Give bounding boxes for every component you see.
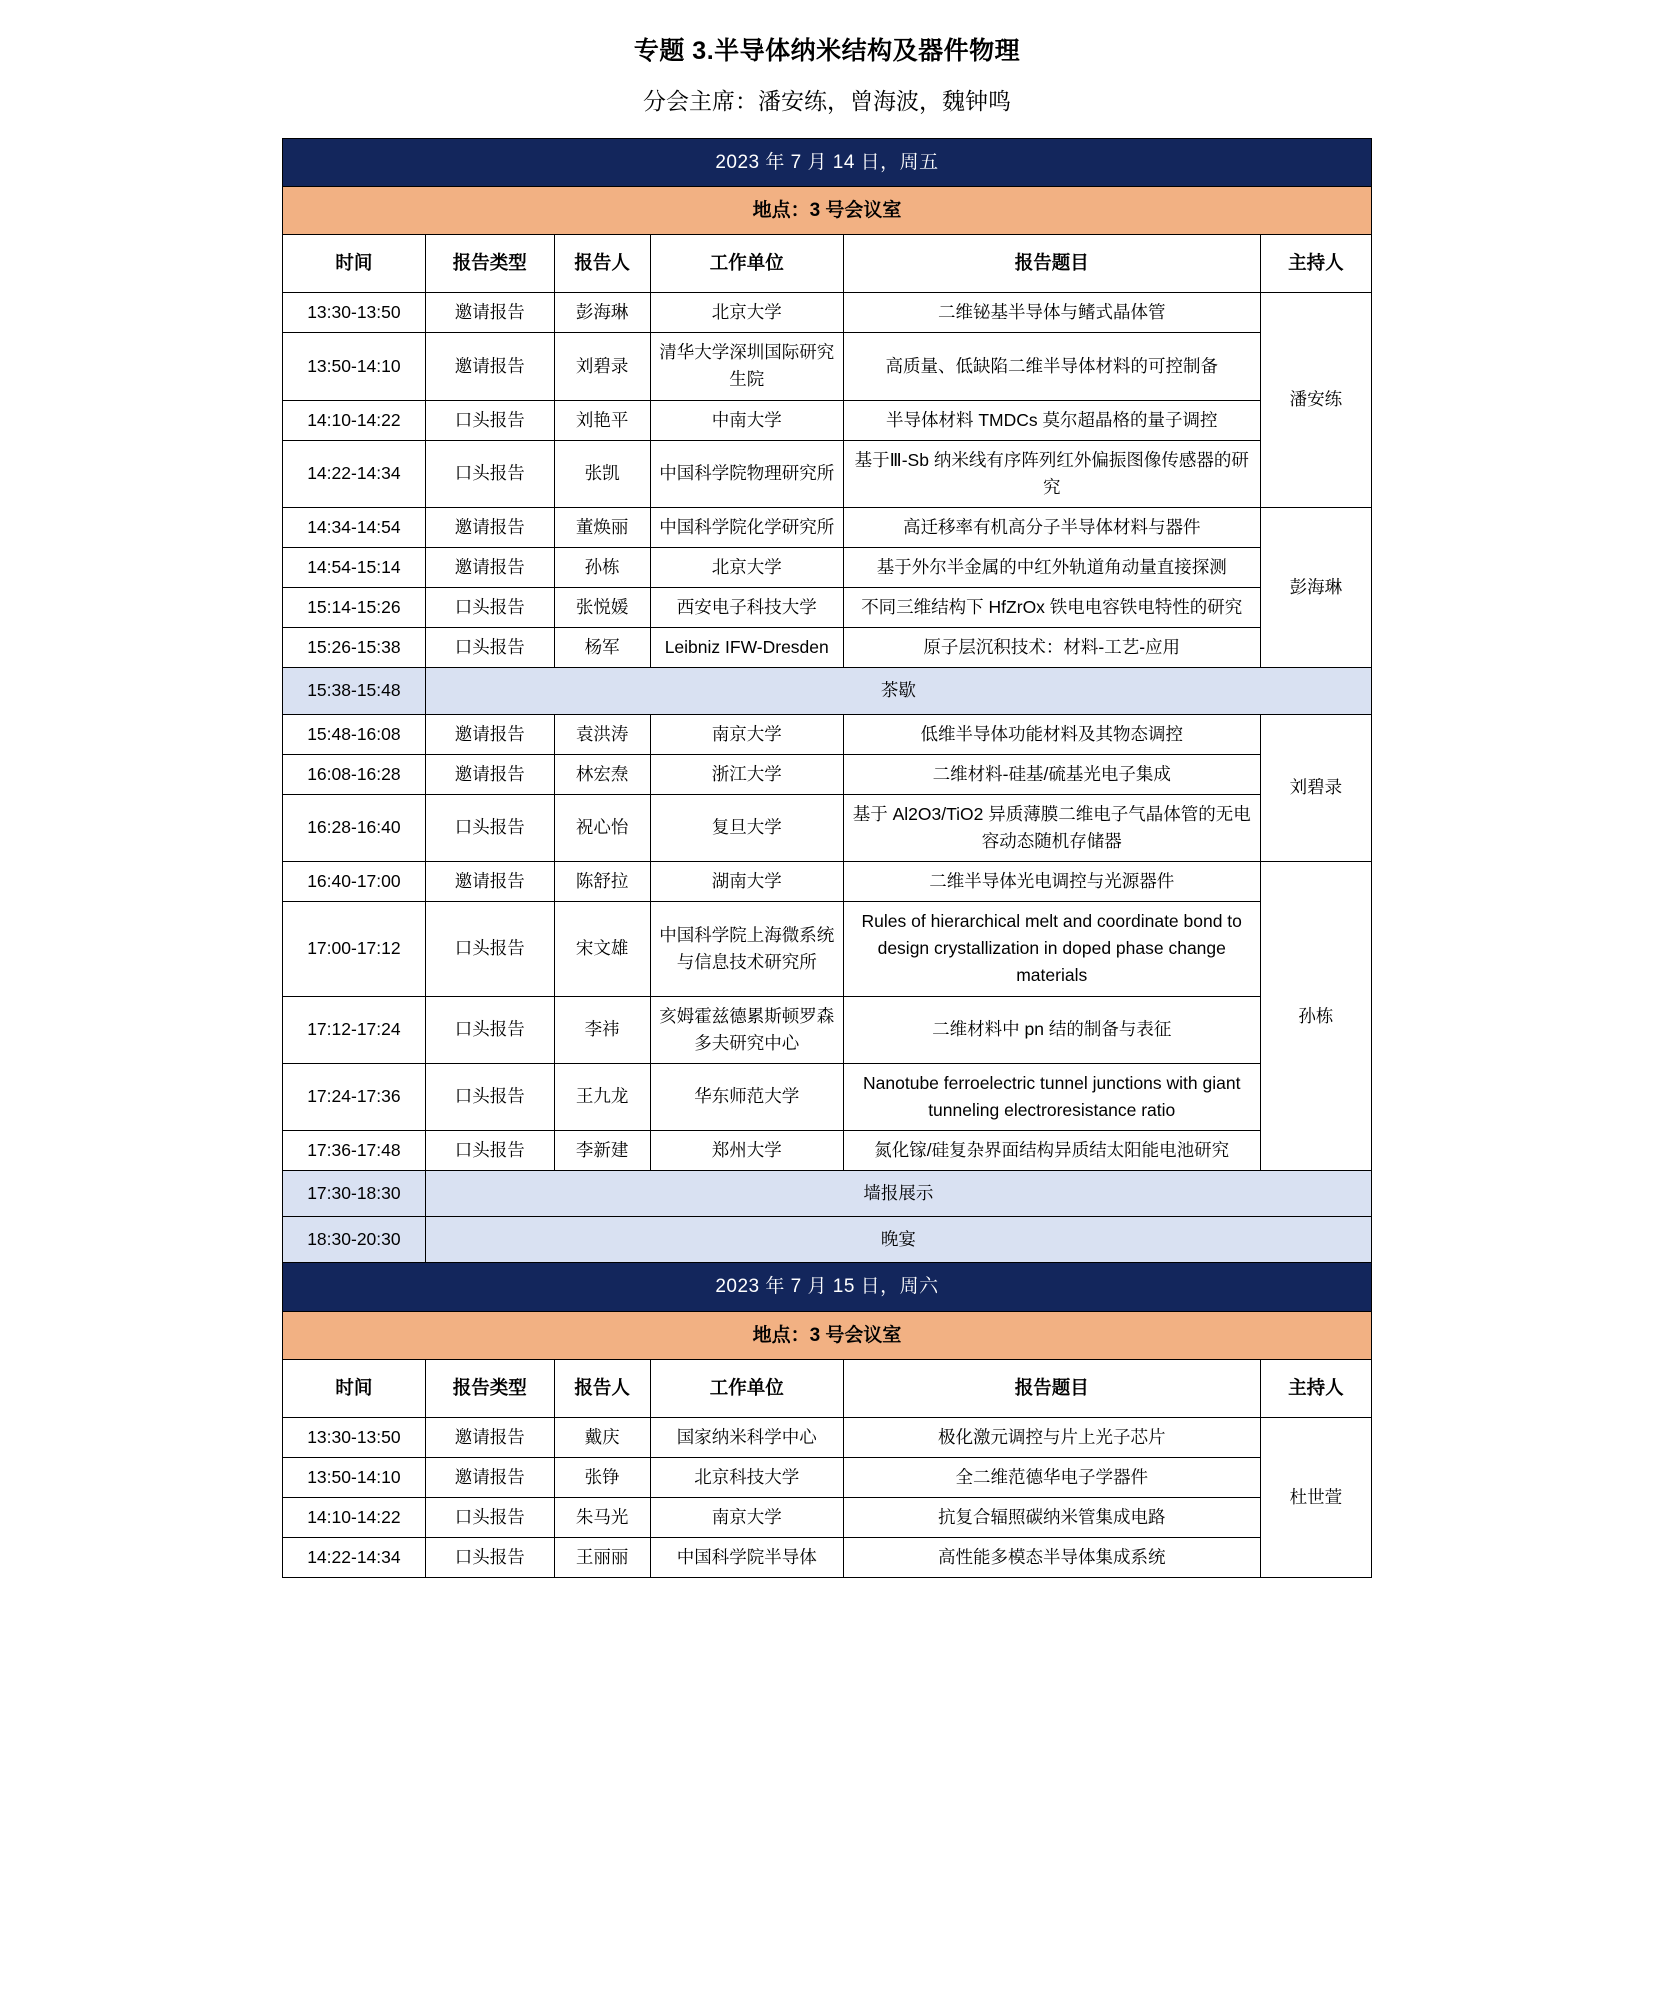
table-row — [283, 628, 1372, 668]
schedule-table-wrap — [282, 138, 1372, 1579]
cell-talk-type: 口头报告 — [425, 1131, 554, 1171]
table-row — [283, 400, 1372, 440]
cell-organization: 中南大学 — [650, 400, 843, 440]
cell-organization: 中国科学院半导体 — [650, 1538, 843, 1578]
column-header-org: 工作单位 — [650, 235, 843, 293]
cell-talk-type: 口头报告 — [425, 794, 554, 861]
cell-organization: 亥姆霍兹德累斯顿罗森多夫研究中心 — [650, 996, 843, 1063]
cell-talk-title: 高迁移率有机高分子半导体材料与器件 — [843, 507, 1260, 547]
cell-speaker: 董焕丽 — [554, 507, 650, 547]
cell-talk-title: 高质量、低缺陷二维半导体材料的可控制备 — [843, 333, 1260, 400]
cell-time: 17:36-17:48 — [283, 1131, 426, 1171]
column-header-chair: 主持人 — [1260, 1360, 1371, 1418]
break-row — [283, 1171, 1372, 1217]
cell-speaker: 宋文雄 — [554, 902, 650, 996]
cell-organization: 华东师范大学 — [650, 1063, 843, 1130]
cell-talk-title: 抗复合辐照碳纳米管集成电路 — [843, 1498, 1260, 1538]
cell-talk-type: 口头报告 — [425, 902, 554, 996]
cell-speaker: 戴庆 — [554, 1417, 650, 1457]
cell-talk-title: 基于Ⅲ-Sb 纳米线有序阵列红外偏振图像传感器的研究 — [843, 440, 1260, 507]
cell-talk-type: 口头报告 — [425, 996, 554, 1063]
cell-speaker: 张凯 — [554, 440, 650, 507]
table-row — [283, 1131, 1372, 1171]
column-header-chair: 主持人 — [1260, 235, 1371, 293]
cell-speaker: 王丽丽 — [554, 1538, 650, 1578]
cell-speaker: 林宏焘 — [554, 754, 650, 794]
cell-organization: 清华大学深圳国际研究生院 — [650, 333, 843, 400]
cell-talk-title: 二维半导体光电调控与光源器件 — [843, 862, 1260, 902]
day-date-label: 2023 年 7 月 14 日，周五 — [283, 138, 1372, 186]
cell-time: 13:30-13:50 — [283, 293, 426, 333]
page-title: 专题 3.半导体纳米结构及器件物理 — [633, 37, 1021, 65]
cell-organization: 北京大学 — [650, 293, 843, 333]
table-row — [283, 1458, 1372, 1498]
column-header-speaker: 报告人 — [554, 235, 650, 293]
cell-speaker: 朱马光 — [554, 1498, 650, 1538]
column-header-time: 时间 — [283, 1360, 426, 1418]
column-header-row — [283, 1360, 1372, 1418]
table-row — [283, 862, 1372, 902]
cell-organization: 郑州大学 — [650, 1131, 843, 1171]
cell-talk-type: 口头报告 — [425, 588, 554, 628]
cell-talk-type: 口头报告 — [425, 1498, 554, 1538]
cell-time: 15:26-15:38 — [283, 628, 426, 668]
cell-talk-type: 邀请报告 — [425, 293, 554, 333]
cell-time: 14:54-15:14 — [283, 548, 426, 588]
table-row — [283, 588, 1372, 628]
cell-speaker: 张铮 — [554, 1458, 650, 1498]
table-row — [283, 1063, 1372, 1130]
cell-talk-title: 二维材料-硅基/硫基光电子集成 — [843, 754, 1260, 794]
table-row — [283, 293, 1372, 333]
cell-speaker: 彭海琳 — [554, 293, 650, 333]
break-time: 15:38-15:48 — [283, 668, 426, 714]
cell-talk-title: 高性能多模态半导体集成系统 — [843, 1538, 1260, 1578]
column-header-type: 报告类型 — [425, 1360, 554, 1418]
cell-time: 17:24-17:36 — [283, 1063, 426, 1130]
cell-speaker: 李祎 — [554, 996, 650, 1063]
table-row — [283, 714, 1372, 754]
cell-talk-type: 邀请报告 — [425, 548, 554, 588]
cell-organization: 中国科学院化学研究所 — [650, 507, 843, 547]
table-row — [283, 1417, 1372, 1457]
cell-time: 14:22-14:34 — [283, 440, 426, 507]
column-header-title: 报告题目 — [843, 235, 1260, 293]
cell-talk-title: 二维材料中 pn 结的制备与表征 — [843, 996, 1260, 1063]
cell-time: 13:50-14:10 — [283, 333, 426, 400]
cell-organization: 国家纳米科学中心 — [650, 1417, 843, 1457]
schedule-table — [282, 138, 1372, 1579]
day-header-row — [283, 1263, 1372, 1311]
break-label: 晚宴 — [425, 1217, 1371, 1263]
cell-speaker: 刘碧录 — [554, 333, 650, 400]
cell-chair: 杜世萱 — [1260, 1417, 1371, 1578]
cell-organization: 北京大学 — [650, 548, 843, 588]
column-header-org: 工作单位 — [650, 1360, 843, 1418]
cell-time: 17:12-17:24 — [283, 996, 426, 1063]
break-time: 17:30-18:30 — [283, 1171, 426, 1217]
column-header-type: 报告类型 — [425, 235, 554, 293]
cell-time: 14:10-14:22 — [283, 400, 426, 440]
cell-time: 13:50-14:10 — [283, 1458, 426, 1498]
cell-time: 14:22-14:34 — [283, 1538, 426, 1578]
cell-talk-type: 口头报告 — [425, 1538, 554, 1578]
table-row — [283, 1538, 1372, 1578]
column-header-speaker: 报告人 — [554, 1360, 650, 1418]
day-header-row — [283, 138, 1372, 186]
cell-organization: 复旦大学 — [650, 794, 843, 861]
cell-time: 15:48-16:08 — [283, 714, 426, 754]
cell-time: 15:14-15:26 — [283, 588, 426, 628]
cell-chair: 孙栋 — [1260, 862, 1371, 1171]
cell-talk-type: 邀请报告 — [425, 754, 554, 794]
cell-organization: 湖南大学 — [650, 862, 843, 902]
table-row — [283, 440, 1372, 507]
table-row — [283, 1498, 1372, 1538]
cell-speaker: 袁洪涛 — [554, 714, 650, 754]
cell-talk-title: 全二维范德华电子学器件 — [843, 1458, 1260, 1498]
venue-header-row — [283, 187, 1372, 235]
cell-speaker: 祝心怡 — [554, 794, 650, 861]
venue-label: 地点：3 号会议室 — [283, 187, 1372, 235]
cell-organization: 西安电子科技大学 — [650, 588, 843, 628]
break-label: 墙报展示 — [425, 1171, 1371, 1217]
cell-time: 13:30-13:50 — [283, 1417, 426, 1457]
cell-talk-type: 邀请报告 — [425, 862, 554, 902]
cell-speaker: 王九龙 — [554, 1063, 650, 1130]
cell-talk-title: 二维铋基半导体与鳍式晶体管 — [843, 293, 1260, 333]
cell-time: 14:34-14:54 — [283, 507, 426, 547]
cell-speaker: 陈舒拉 — [554, 862, 650, 902]
cell-time: 17:00-17:12 — [283, 902, 426, 996]
cell-organization: 中国科学院上海微系统与信息技术研究所 — [650, 902, 843, 996]
cell-talk-type: 邀请报告 — [425, 714, 554, 754]
cell-talk-type: 口头报告 — [425, 400, 554, 440]
break-row — [283, 668, 1372, 714]
cell-talk-type: 邀请报告 — [425, 333, 554, 400]
cell-speaker: 刘艳平 — [554, 400, 650, 440]
cell-speaker: 杨军 — [554, 628, 650, 668]
cell-speaker: 张悦媛 — [554, 588, 650, 628]
day-date-label: 2023 年 7 月 15 日，周六 — [283, 1263, 1372, 1311]
table-row — [283, 996, 1372, 1063]
cell-organization: 南京大学 — [650, 1498, 843, 1538]
table-row — [283, 507, 1372, 547]
table-row — [283, 902, 1372, 996]
cell-talk-type: 邀请报告 — [425, 1417, 554, 1457]
cell-time: 14:10-14:22 — [283, 1498, 426, 1538]
cell-talk-type: 口头报告 — [425, 440, 554, 507]
venue-header-row — [283, 1311, 1372, 1359]
cell-talk-title: 原子层沉积技术：材料-工艺-应用 — [843, 628, 1260, 668]
cell-talk-title: Nanotube ferroelectric tunnel junctions with giant tunneling electroresistance ratio — [843, 1063, 1260, 1130]
cell-talk-title: 基于 Al2O3/TiO2 异质薄膜二维电子气晶体管的无电容动态随机存储器 — [843, 794, 1260, 861]
table-row — [283, 754, 1372, 794]
table-row — [283, 794, 1372, 861]
column-header-title: 报告题目 — [843, 1360, 1260, 1418]
cell-speaker: 孙栋 — [554, 548, 650, 588]
cell-organization: Leibniz IFW-Dresden — [650, 628, 843, 668]
break-label: 茶歇 — [425, 668, 1371, 714]
session-chairs-subtitle: 分会主席：潘安练，曾海波，魏钟鸣 — [643, 88, 1011, 114]
cell-talk-type: 口头报告 — [425, 628, 554, 668]
cell-talk-type: 邀请报告 — [425, 1458, 554, 1498]
venue-label: 地点：3 号会议室 — [283, 1311, 1372, 1359]
cell-talk-title: Rules of hierarchical melt and coordinate bond to design crystallization in doped phase change materials — [843, 902, 1260, 996]
column-header-time: 时间 — [283, 235, 426, 293]
column-header-row — [283, 235, 1372, 293]
cell-chair: 彭海琳 — [1260, 507, 1371, 668]
cell-talk-title: 不同三维结构下 HfZrOx 铁电电容铁电特性的研究 — [843, 588, 1260, 628]
cell-talk-type: 口头报告 — [425, 1063, 554, 1130]
cell-organization: 中国科学院物理研究所 — [650, 440, 843, 507]
cell-time: 16:08-16:28 — [283, 754, 426, 794]
cell-talk-title: 氮化镓/硅复杂界面结构异质结太阳能电池研究 — [843, 1131, 1260, 1171]
cell-time: 16:28-16:40 — [283, 794, 426, 861]
cell-organization: 南京大学 — [650, 714, 843, 754]
cell-organization: 北京科技大学 — [650, 1458, 843, 1498]
break-row — [283, 1217, 1372, 1263]
cell-time: 16:40-17:00 — [283, 862, 426, 902]
cell-talk-type: 邀请报告 — [425, 507, 554, 547]
break-time: 18:30-20:30 — [283, 1217, 426, 1263]
cell-organization: 浙江大学 — [650, 754, 843, 794]
cell-speaker: 李新建 — [554, 1131, 650, 1171]
cell-talk-title: 低维半导体功能材料及其物态调控 — [843, 714, 1260, 754]
cell-chair: 潘安练 — [1260, 293, 1371, 508]
table-row — [283, 548, 1372, 588]
cell-talk-title: 基于外尔半金属的中红外轨道角动量直接探测 — [843, 548, 1260, 588]
cell-talk-title: 极化激元调控与片上光子芯片 — [843, 1417, 1260, 1457]
cell-talk-title: 半导体材料 TMDCs 莫尔超晶格的量子调控 — [843, 400, 1260, 440]
table-row — [283, 333, 1372, 400]
cell-chair: 刘碧录 — [1260, 714, 1371, 862]
